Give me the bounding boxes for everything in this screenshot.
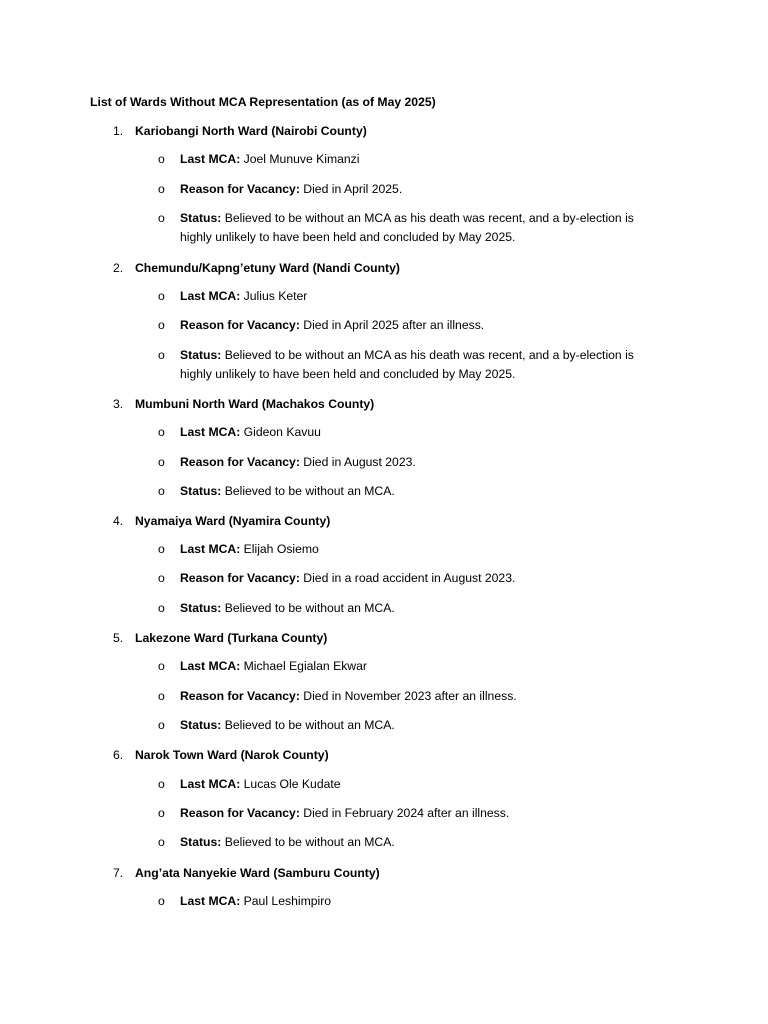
detail-label: Status:	[180, 718, 222, 732]
bullet-icon: o	[158, 689, 165, 703]
ward-number: 6.	[113, 748, 124, 762]
bullet-icon: o	[158, 455, 165, 469]
ward-name: Ang’ata Nanyekie Ward (Samburu County)	[135, 866, 380, 880]
detail-label: Last MCA:	[180, 152, 241, 166]
detail-label: Reason for Vacancy:	[180, 455, 300, 469]
detail-label: Last MCA:	[180, 542, 241, 556]
bullet-icon: o	[158, 835, 165, 849]
ward-name: Mumbuni North Ward (Machakos County)	[135, 397, 375, 411]
detail-value: Died in April 2025.	[299, 182, 403, 196]
detail-value: Michael Egialan Ekwar	[240, 659, 367, 673]
ward-number: 5.	[113, 631, 124, 645]
detail-label: Status:	[180, 484, 222, 498]
detail-value: Elijah Osiemo	[240, 542, 319, 556]
detail-value: Believed to be without an MCA as his death was recent, and a by-election is highly unlikely to have been held and concluded by May 2025.	[180, 211, 634, 244]
detail-value: Believed to be without an MCA.	[221, 718, 395, 732]
bullet-icon: o	[158, 182, 165, 196]
detail-label: Last MCA:	[180, 289, 241, 303]
detail-value: Died in August 2023.	[299, 455, 416, 469]
ward-number: 2.	[113, 261, 124, 275]
bullet-icon: o	[158, 289, 165, 303]
bullet-icon: o	[158, 484, 165, 498]
detail-label: Reason for Vacancy:	[180, 318, 300, 332]
ward-number: 1.	[113, 124, 124, 138]
detail-value: Paul Leshimpiro	[240, 894, 332, 908]
detail-value: Believed to be without an MCA as his death was recent, and a by-election is highly unlikely to have been held and concluded by May 2025.	[180, 348, 634, 381]
bullet-icon: o	[158, 777, 165, 791]
detail-label: Reason for Vacancy:	[180, 182, 300, 196]
detail-label: Status:	[180, 601, 222, 615]
detail-value: Died in February 2024 after an illness.	[299, 806, 510, 820]
bullet-icon: o	[158, 211, 165, 225]
detail-value: Lucas Ole Kudate	[240, 777, 341, 791]
ward-name: Chemundu/Kapng’etuny Ward (Nandi County)	[135, 261, 400, 275]
detail-label: Status:	[180, 835, 222, 849]
detail-label: Reason for Vacancy:	[180, 571, 300, 585]
detail-label: Last MCA:	[180, 659, 241, 673]
document-title: List of Wards Without MCA Representation (as of May 2025)	[90, 95, 436, 109]
ward-number: 4.	[113, 514, 124, 528]
detail-value: Gideon Kavuu	[240, 425, 321, 439]
bullet-icon: o	[158, 894, 165, 908]
detail-value: Believed to be without an MCA.	[221, 835, 395, 849]
bullet-icon: o	[158, 542, 165, 556]
detail-value: Joel Munuve Kimanzi	[240, 152, 360, 166]
detail-value: Died in November 2023 after an illness.	[299, 689, 517, 703]
bullet-icon: o	[158, 152, 165, 166]
ward-number: 3.	[113, 397, 124, 411]
detail-value: Believed to be without an MCA.	[221, 601, 395, 615]
ward-name: Lakezone Ward (Turkana County)	[135, 631, 328, 645]
detail-label: Last MCA:	[180, 777, 241, 791]
detail-value: Died in a road accident in August 2023.	[299, 571, 516, 585]
bullet-icon: o	[158, 601, 165, 615]
bullet-icon: o	[158, 806, 165, 820]
bullet-icon: o	[158, 348, 165, 362]
ward-name: Narok Town Ward (Narok County)	[135, 748, 329, 762]
detail-label: Status:	[180, 348, 222, 362]
detail-value: Believed to be without an MCA.	[221, 484, 395, 498]
bullet-icon: o	[158, 718, 165, 732]
detail-label: Reason for Vacancy:	[180, 689, 300, 703]
detail-value: Died in April 2025 after an illness.	[299, 318, 485, 332]
ward-number: 7.	[113, 866, 124, 880]
detail-label: Reason for Vacancy:	[180, 806, 300, 820]
detail-value: Julius Keter	[240, 289, 308, 303]
bullet-icon: o	[158, 318, 165, 332]
detail-label: Last MCA:	[180, 425, 241, 439]
bullet-icon: o	[158, 425, 165, 439]
detail-label: Status:	[180, 211, 222, 225]
bullet-icon: o	[158, 571, 165, 585]
ward-name: Nyamaiya Ward (Nyamira County)	[135, 514, 331, 528]
detail-label: Last MCA:	[180, 894, 241, 908]
ward-name: Kariobangi North Ward (Nairobi County)	[135, 124, 367, 138]
bullet-icon: o	[158, 659, 165, 673]
